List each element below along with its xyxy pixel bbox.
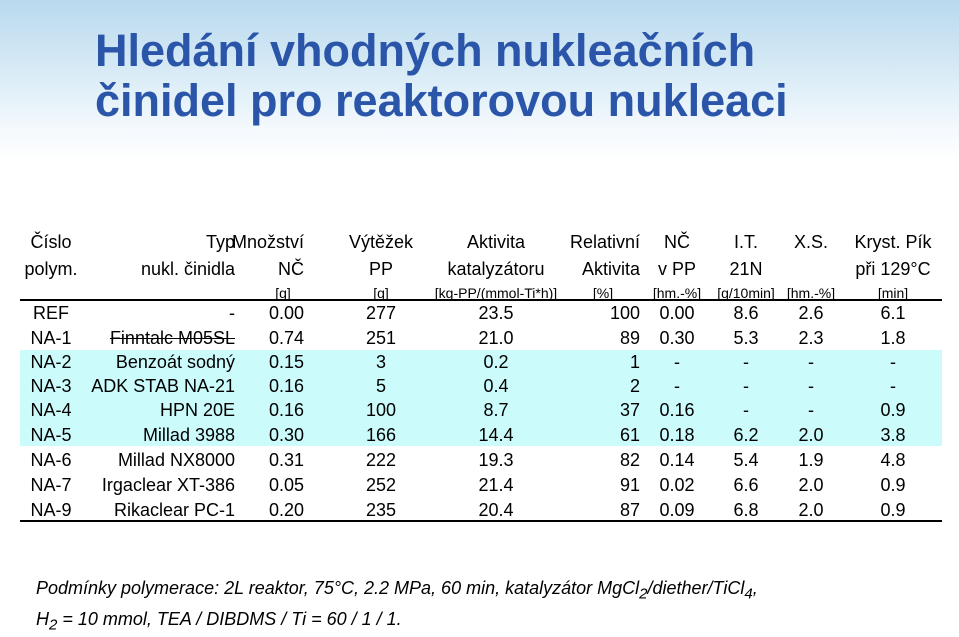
cell-na-5-relativni: 61 [619, 425, 640, 445]
header-typ-line-2: nukl. činidla [140, 259, 235, 279]
cell-na-2-it: - [743, 352, 749, 372]
header-relativni-unit: [%] [592, 285, 614, 301]
cell-na-2-typ: Benzoát sodný [115, 352, 235, 372]
cell-na-1-cislo: NA-1 [30, 328, 72, 348]
cell-na-4-kryst: 0.9 [880, 400, 906, 420]
cell-na-6-it: 5.4 [733, 450, 759, 470]
cell-na-5-cislo: NA-5 [30, 425, 72, 445]
cell-na-1-aktivita: 21.0 [478, 328, 514, 348]
cell-na-3-kryst: - [890, 376, 896, 396]
cell-na-1-vytezek: 251 [365, 328, 397, 348]
cell-na-6-vytezek: 222 [365, 450, 397, 470]
cell-na-3-it: - [743, 376, 749, 396]
cell-na-4-relativni: 37 [619, 400, 640, 420]
cell-ref-cislo: REF [33, 303, 69, 323]
cell-na-2-aktivita: 0.2 [483, 352, 509, 372]
header-kryst-line-1: Kryst. Pík [854, 232, 932, 252]
cell-na-4-aktivita: 8.7 [483, 400, 509, 420]
cell-na-5-aktivita: 14.4 [478, 425, 514, 445]
header-mnozstvi-line-1: Množství [231, 232, 304, 252]
header-it-unit: [g/10min] [717, 285, 775, 301]
cell-ref-xs: 2.6 [798, 303, 824, 323]
cell-na-2-xs: - [808, 352, 814, 372]
header-cislo-line-2: polym. [24, 259, 78, 279]
cell-na-5-nc-v-pp: 0.18 [659, 425, 695, 445]
cell-na-4-it: - [743, 400, 749, 420]
cell-na-5-typ: Millad 3988 [142, 425, 235, 445]
cell-ref-typ: - [229, 303, 235, 323]
cell-na-1-mnozstvi: 0.74 [268, 328, 304, 348]
header-xs-unit: [hm.-%] [786, 285, 836, 301]
cell-na-2-relativni: 1 [629, 352, 640, 372]
cell-na-9-vytezek: 235 [365, 500, 397, 520]
header-it-line-2: 21N [729, 259, 763, 279]
header-it-line-1: I.T. [733, 232, 758, 252]
cell-na-2-kryst: - [890, 352, 896, 372]
cell-na-9-cislo: NA-9 [30, 500, 72, 520]
cell-na-5-it: 6.2 [733, 425, 759, 445]
cell-na-2-mnozstvi: 0.15 [268, 352, 304, 372]
header-vytezek-line-2: PP [368, 259, 393, 279]
conditions-line-2: $H_2 = 10$ mmol, TEA / DIBDMS / Ti = 60 / 1 / 1. [36, 608, 402, 634]
cell-na-6-relativni: 82 [619, 450, 640, 470]
cell-na-9-it: 6.8 [733, 500, 759, 520]
title-line-2: činidel pro reaktorovou nukleaci [95, 75, 788, 126]
cell-na-3-vytezek: 5 [375, 376, 386, 396]
polymerization-conditions [36, 576, 941, 637]
bottom-rule [20, 520, 942, 522]
cell-na-3-relativni: 2 [629, 376, 640, 396]
cell-na-6-cislo: NA-6 [30, 450, 72, 470]
cell-ref-vytezek: 277 [365, 303, 397, 323]
header-cislo-line-1: Číslo [30, 232, 72, 252]
cell-ref-it: 8.6 [733, 303, 759, 323]
cell-na-2-cislo: NA-2 [30, 352, 72, 372]
cell-na-7-typ: Irgaclear XT-386 [101, 475, 235, 495]
header-nc-v-pp-line-1: NČ [664, 232, 690, 252]
cell-na-7-mnozstvi: 0.05 [268, 475, 304, 495]
cell-na-3-typ: ADK STAB NA-21 [91, 376, 235, 396]
cell-na-4-nc-v-pp: 0.16 [659, 400, 695, 420]
cell-na-5-xs: 2.0 [798, 425, 824, 445]
cell-na-4-vytezek: 100 [365, 400, 397, 420]
cell-na-6-aktivita: 19.3 [478, 450, 514, 470]
cell-na-2-nc-v-pp: - [674, 352, 680, 372]
cell-na-1-kryst: 1.8 [880, 328, 906, 348]
slide-title [95, 26, 935, 126]
header-nc-v-pp-line-2: v PP [657, 259, 696, 279]
header-relativni-line-2: Aktivita [581, 259, 640, 279]
cell-na-1-xs: 2.3 [798, 328, 824, 348]
cell-na-3-cislo: NA-3 [30, 376, 72, 396]
cell-na-4-xs: - [808, 400, 814, 420]
header-kryst-line-2: při 129°C [855, 259, 931, 279]
cell-na-9-nc-v-pp: 0.09 [659, 500, 695, 520]
header-relativni-line-1: Relativní [569, 232, 640, 252]
cell-na-9-typ: Rikaclear PC-1 [113, 500, 235, 520]
cell-na-7-vytezek: 252 [365, 475, 397, 495]
cell-na-6-xs: 1.9 [798, 450, 824, 470]
cell-na-4-mnozstvi: 0.16 [268, 400, 304, 420]
cell-na-6-typ: Millad NX8000 [117, 450, 235, 470]
cell-na-9-xs: 2.0 [798, 500, 824, 520]
header-typ-line-1: Typ [205, 232, 235, 252]
cell-na-1-typ: Finntalc M05SL [109, 328, 235, 348]
header-kryst-unit: [min] [877, 285, 909, 301]
cell-ref-mnozstvi: 0.00 [268, 303, 304, 323]
title-line-1: Hledání vhodných nukleačních [95, 25, 756, 76]
cell-na-7-cislo: NA-7 [30, 475, 72, 495]
cell-na-3-mnozstvi: 0.16 [268, 376, 304, 396]
header-mnozstvi-unit: [g] [275, 285, 291, 301]
conditions-line-1: Podmínky polymerace: 2L reaktor, 75°C, 2.2 MPa, 60 min, katalyzátor MgCl$_2$/diether/TiCl$_4$, [36, 578, 758, 603]
header-aktivita-unit: [kg-PP/(mmol-Ti*h)] [434, 285, 558, 301]
header-vytezek-line-1: Výtěžek [348, 232, 414, 252]
cell-na-7-relativni: 91 [619, 475, 640, 495]
cell-ref-kryst: 6.1 [880, 303, 906, 323]
header-aktivita-line-1: Aktivita [466, 232, 526, 252]
cell-na-4-typ: HPN 20E [159, 400, 235, 420]
cell-na-9-mnozstvi: 0.20 [268, 500, 304, 520]
cell-na-9-relativni: 87 [619, 500, 640, 520]
cell-ref-aktivita: 23.5 [478, 303, 514, 323]
cell-na-7-xs: 2.0 [798, 475, 824, 495]
cell-na-5-kryst: 3.8 [880, 425, 906, 445]
cell-na-7-nc-v-pp: 0.02 [659, 475, 695, 495]
header-aktivita-line-2: katalyzátoru [447, 259, 545, 279]
header-mnozstvi-line-2: NČ [278, 259, 304, 279]
cell-na-6-nc-v-pp: 0.14 [659, 450, 695, 470]
cell-na-5-mnozstvi: 0.30 [268, 425, 304, 445]
header-vytezek-unit: [g] [373, 285, 389, 301]
cell-na-6-mnozstvi: 0.31 [268, 450, 304, 470]
cell-na-6-kryst: 4.8 [880, 450, 906, 470]
header-xs-line-1: X.S. [793, 232, 828, 252]
cell-na-7-kryst: 0.9 [880, 475, 906, 495]
cell-na-4-cislo: NA-4 [30, 400, 72, 420]
cell-na-7-aktivita: 21.4 [478, 475, 514, 495]
cell-na-3-xs: - [808, 376, 814, 396]
cell-na-1-it: 5.3 [733, 328, 759, 348]
cell-na-5-vytezek: 166 [365, 425, 397, 445]
cell-na-9-aktivita: 20.4 [478, 500, 514, 520]
cell-na-1-relativni: 89 [619, 328, 640, 348]
cell-na-3-aktivita: 0.4 [483, 376, 509, 396]
cell-ref-nc-v-pp: 0.00 [659, 303, 695, 323]
cell-ref-relativni: 100 [609, 303, 640, 323]
cell-na-3-nc-v-pp: - [674, 376, 680, 396]
header-nc-v-pp-unit: [hm.-%] [652, 285, 702, 301]
cell-na-7-it: 6.6 [733, 475, 759, 495]
cell-na-2-vytezek: 3 [375, 352, 386, 372]
cell-na-9-kryst: 0.9 [880, 500, 906, 520]
cell-na-1-nc-v-pp: 0.30 [659, 328, 695, 348]
